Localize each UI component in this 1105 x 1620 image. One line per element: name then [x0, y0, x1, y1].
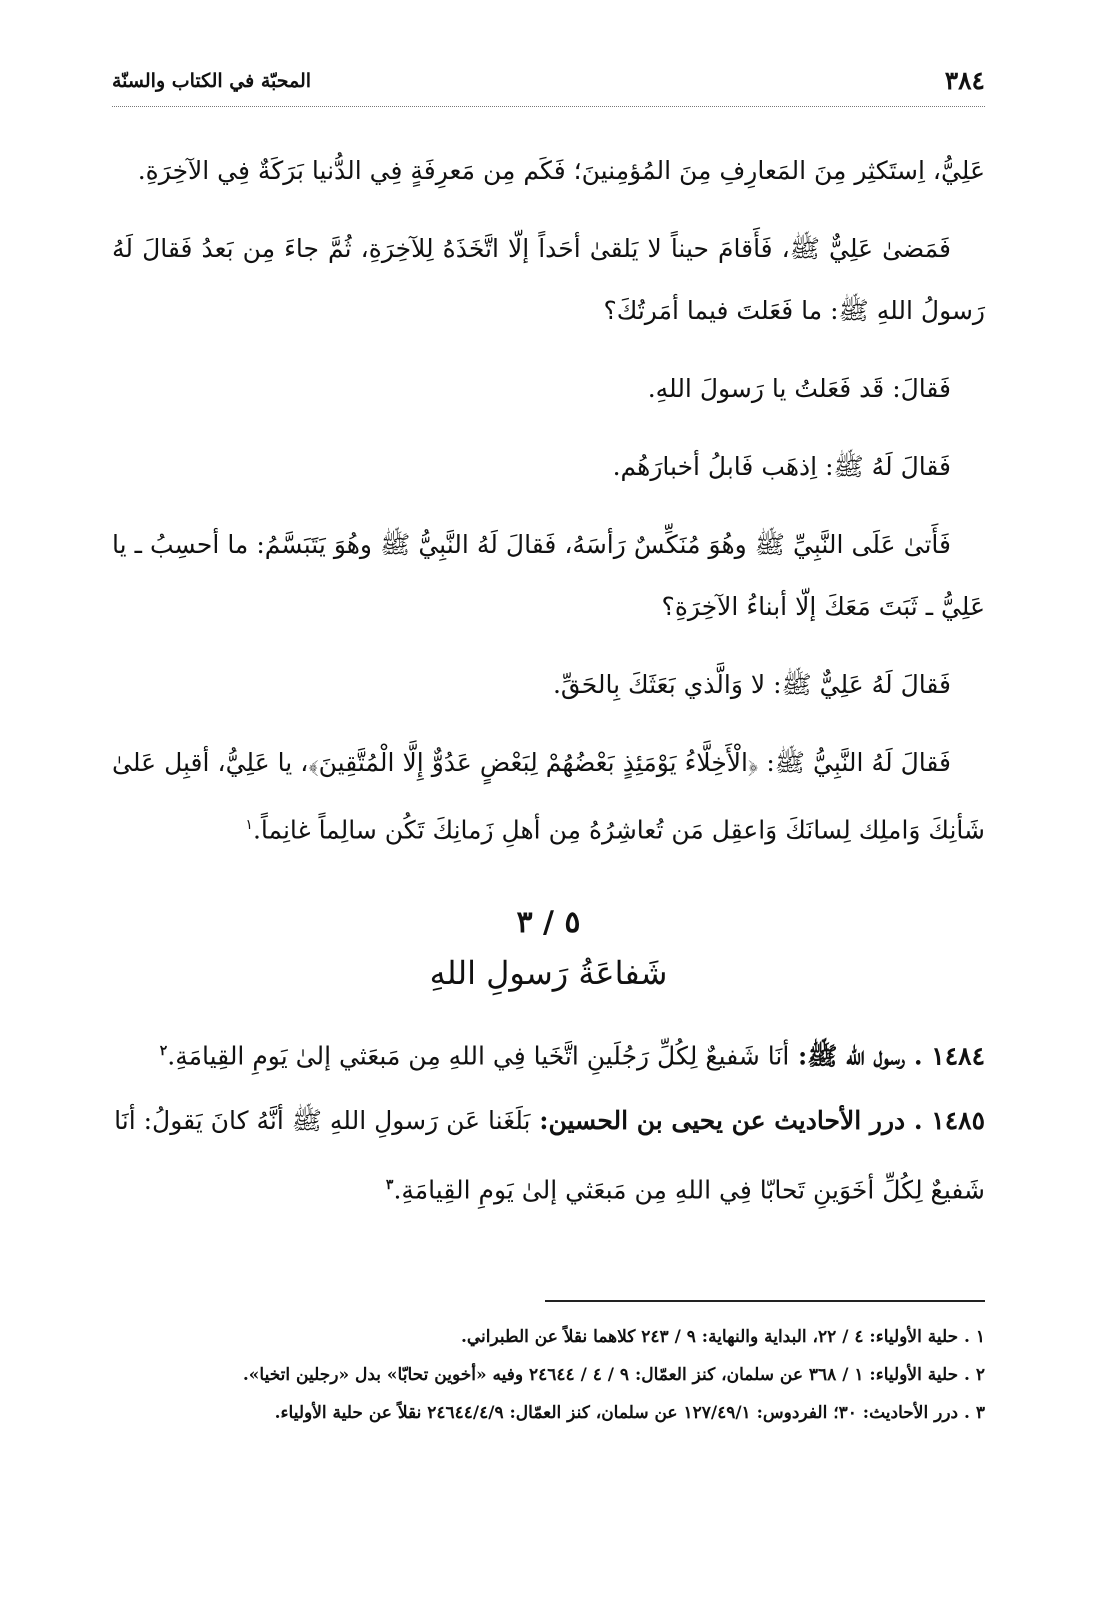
footnote: ١ . حلية الأولياء: ٤ / ٢٢، البداية والنهاية: ٩ / ٢٤٣ كلاهما نقلاً عن الطبراني. [460, 1327, 985, 1347]
paragraph-last [112, 732, 985, 861]
footnote-divider [545, 1300, 985, 1302]
paragraph: فَقالَ لَهُ ﷺ: اِذهَب فَابلُ أخبارَهُم. [612, 452, 951, 481]
paragraph: فَأَتىٰ عَلَى النَّبِيِّ ﷺ وهُوَ مُنَكِّسٌ رَأسَهُ، فَقالَ لَهُ النَّبِيُّ ﷺ وهُوَ يَتَبَسَّمُ: ما أحسِبُ ـ يا عَلِيُّ ـ ثَبَتَ مَعَكَ إلّا أبناءُ الآخِرَةِ؟ [112, 530, 985, 621]
main-text [112, 140, 985, 1222]
footnote-marker: ٢ [159, 1043, 168, 1060]
hadith-text: بَلَغَنا عَن رَسولِ اللهِ ﷺ أنَّهُ كانَ يَقولُ: أنَا شَفيعٌ لِكُلِّ أخَوَينِ تَحابّا فِي اللهِ مِن مَبعَثي إلىٰ يَومِ القِيامَةِ. [114, 1105, 985, 1204]
paragraph: فَقالَ: قَد فَعَلتُ يا رَسولَ اللهِ. [647, 374, 951, 403]
hadith-number: ١٤٨٤ [931, 1041, 985, 1071]
page-header [112, 66, 985, 107]
footnote: ٢ . حلية الأولياء: ١ / ٣٦٨ عن سلمان، كنز العمّال: ٩ / ٤ / ٢٤٦٤٤ وفيه «أخوين تحابّا» بدل «رجلين اتخيا». [242, 1365, 985, 1385]
hadith-entry: ١٤٨٤ . رسول الله ﷺ: أنَا شَفيعٌ لِكُلِّ رَجُلَينِ اتَّخَيا فِي اللهِ مِن مَبعَثي إلىٰ يَومِ القِيامَةِ.$^٢$ [159, 1041, 985, 1071]
footnote: ٣ . درر الأحاديث: ٣٠؛ الفردوس: ١٢٧/٤٩/١ عن سلمان، كنز العمّال: ٢٤٦٤٤/٤/٩ نقلاً عن حلية الأولياء. [274, 1403, 985, 1423]
paragraph: فَقالَ لَهُ عَلِيٌّ ﷺ: لا وَالَّذي بَعَثَكَ بِالحَقِّ. [552, 670, 951, 699]
hadith-number: ١٤٨٥ [931, 1105, 985, 1135]
hadith-source: رسول الله ﷺ: [798, 1041, 906, 1071]
hadith-text: أنَا شَفيعٌ لِكُلِّ رَجُلَينِ اتَّخَيا فِي اللهِ مِن مَبعَثي إلىٰ يَومِ القِيامَةِ. [167, 1041, 790, 1071]
footnote-marker: ٣ [385, 1176, 394, 1193]
hadith-entry: ١٤٨٥ . درر الأحاديث عن يحيى بن الحسين: بَلَغَنا عَن رَسولِ اللهِ ﷺ أنَّهُ كانَ يَقولُ: أنَا شَفيعٌ لِكُلِّ أخَوَينِ تَحابّا فِي اللهِ مِن مَبعَثي إلىٰ يَومِ القِيامَةِ.$^٣$ [114, 1105, 985, 1204]
section-title: شَفاعَةُ رَسولِ اللهِ [429, 954, 668, 993]
paragraph-text: فَقالَ لَهُ النَّبِيُّ ﷺ: ﴿الْأَخِلَّاءُ يَوْمَئِذٍ بَعْضُهُمْ لِبَعْضٍ عَدُوٌّ إِلَّا الْمُتَّقِينَ﴾، يا عَلِيُّ، أقبِل عَلىٰ شَأنِكَ وَاملِك لِسانَكَ وَاعقِل مَن تُعاشِرُهُ مِن أهلِ زَمانِكَ تَكُن سالِماً غانِماً. [112, 748, 985, 845]
section-number: ٥ / ٣ [516, 905, 581, 941]
section-heading [112, 901, 985, 1001]
footnote-marker: ١ [245, 817, 253, 833]
paragraph: عَلِيُّ، اِستَكثِر مِنَ المَعارِفِ مِنَ المُؤمِنينَ؛ فَكَم مِن مَعرِفَةٍ فِي الدُّنيا بَرَكَةٌ فِي الآخِرَةِ. [137, 156, 985, 185]
page-number: ٣٨٤ [939, 66, 985, 95]
running-title: المحبّة في الكتاب والسنّة [112, 70, 317, 92]
paragraph: فَمَضىٰ عَلِيٌّ ﷺ، فَأَقامَ حيناً لا يَلقىٰ أحَداً إلّا اتَّخَذَهُ لِلآخِرَةِ، ثُمَّ جاءَ مِن بَعدُ فَقالَ لَهُ رَسولُ اللهِ ﷺ: ما فَعَلتَ فيما أمَرتُكَ؟ [112, 234, 985, 325]
footnotes [112, 1318, 985, 1432]
hadith-source: درر الأحاديث عن يحيى بن الحسين: [539, 1105, 906, 1135]
